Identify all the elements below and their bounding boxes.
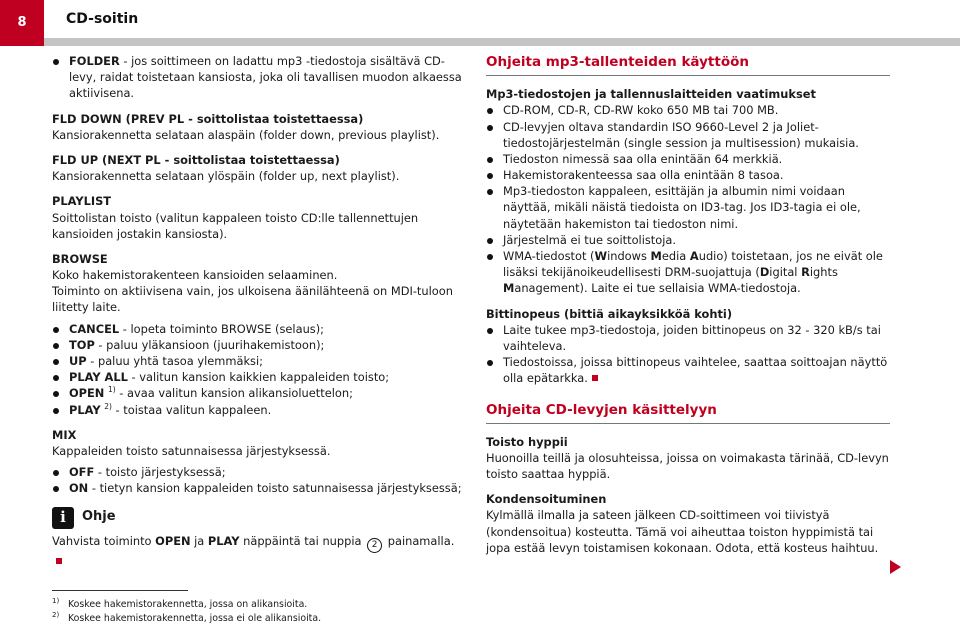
right-column [486, 53, 890, 556]
footnote-rule [52, 590, 188, 591]
section-title-cd: Ohjeita CD-levyjen käsittelyyn [486, 401, 717, 418]
knob-number-badge: 2 [367, 538, 382, 553]
left-column [52, 53, 462, 569]
mix-heading: MIX [52, 427, 77, 442]
list-item: Tiedoston nimessä saa olla enintään 64 merkkiä. [486, 151, 890, 167]
list-item-wma: WMA-tiedostot (Windows Media Audio) toistetaan, jos ne eivät ole lisäksi tekijänoikeudellisesti DRM-suojattuja (Digital Rights Management). Laite ei tue sellaisia WMA-tiedostoja. [486, 248, 890, 297]
list-item: Järjestelmä ei tue soittolistoja. [486, 232, 890, 248]
playlist-text: Soittolistan toisto (valitun kappaleen toisto CD:lle tallennettujen kansioiden jostakin kansiosta). [52, 210, 419, 241]
browse-list [52, 321, 462, 418]
skipping-text: Huonoilla teillä ja olosuhteissa, joissa on voimakasta tärinää, CD-levyn toisto saattaa hyppiä. [486, 450, 889, 482]
footnote-2: 2) Koskee hakemistorakennetta, jossa ei ole alikansioita. [52, 610, 322, 624]
note-header [52, 507, 462, 529]
list-item: OFF - toisto järjestyksessä; [52, 464, 462, 480]
list-item: UP - paluu yhtä tasoa ylemmäksi; [52, 353, 462, 369]
section-rule [486, 423, 890, 424]
fld-down-text: Kansiorakennetta selataan alaspäin (folder down, previous playlist). [52, 127, 440, 142]
playlist-heading: PLAYLIST [52, 194, 112, 209]
footnotes [52, 598, 321, 625]
next-page-arrow-icon [890, 560, 901, 574]
note-title: Ohje [82, 509, 116, 525]
list-item: TOP - paluu yläkansioon (juurihakemistoon); [52, 337, 462, 353]
mix-text: Kappaleiden toisto satunnaisessa järjestyksessä. [52, 443, 331, 458]
fld-up-text: Kansiorakennetta selataan ylöspäin (folder up, next playlist). [52, 169, 400, 184]
page-header [0, 0, 960, 46]
list-item: Mp3-tiedoston kappaleen, esittäjän ja albumin nimi voidaan näyttää, mikäli näistä tiedoista on ID3-tag. Jos ID3-tagia ei ole, näytetään hakemiston tai tiedoston nimi. [486, 183, 890, 232]
list-item: CD-levyjen oltava standardin ISO 9660-Level 2 ja Joliet-tiedostojärjestelmän (single session ja multisession) mukaisia. [486, 119, 890, 151]
list-item: Hakemistorakenteessa saa olla enintään 8 tasoa. [486, 167, 890, 183]
footnote-ref-1[interactable]: 1) [107, 385, 116, 395]
list-item: Laite tukee mp3-tiedostoja, joiden bittinopeus on 32 - 320 kB/s tai vaihteleva. [486, 322, 890, 354]
list-item: Tiedostoissa, joissa bittinopeus vaihtelee, saattaa soittoajan näyttö olla epätarkka. [486, 354, 890, 386]
info-icon: i [52, 507, 74, 529]
section-end-marker [56, 558, 62, 564]
folder-item: FOLDER - jos soittimeen on ladattu mp3 -tiedostoja sisältävä CD-levy, raidat toistetaan kansiosta, joka oli tavallisen muodon alkaessa aktiivisena. [52, 53, 462, 102]
skipping-heading: Toisto hyppii [486, 434, 568, 449]
fld-down-heading: FLD DOWN (PREV PL - soittolistaa toistettaessa) [52, 111, 364, 126]
browse-text: Koko hakemistorakenteen kansioiden selaaminen. [52, 268, 338, 283]
browse-note: Toiminto on aktiivisena vain, jos ulkoisena äänilähteenä on MDI-tuloon liitetty laite. [52, 284, 453, 315]
section-title-mp3: Ohjeita mp3-tallenteiden käyttöön [486, 54, 749, 70]
list-item: CANCEL - lopeta toiminto BROWSE (selaus); [52, 321, 462, 337]
list-item: PLAY $^{2)}$ - toistaa valitun kappaleen. [52, 402, 462, 418]
bitrate-heading: Bittinopeus (bittiä aikayksikköä kohti) [486, 306, 733, 321]
section-rule [486, 75, 890, 76]
note-text: Vahvista toiminto OPEN ja PLAY näppäintä tai nuppia 2 painamalla. [52, 533, 462, 569]
page-title: CD-soitin [66, 11, 139, 27]
fld-up-heading: FLD UP (NEXT PL - soittolistaa toistettaessa) [52, 152, 340, 167]
list-item: PLAY ALL - valitun kansion kaikkien kappaleiden toisto; [52, 369, 462, 385]
list-item: CD-ROM, CD-R, CD-RW koko 650 MB tai 700 MB. [486, 102, 890, 118]
list-item: ON - tietyn kansion kappaleiden toisto satunnaisessa järjestyksessä; [52, 480, 462, 496]
browse-heading: BROWSE [52, 251, 108, 266]
section-end-marker [592, 375, 598, 381]
page-number: 8 [0, 0, 44, 46]
list-item: OPEN $^{1)}$ - avaa valitun kansion alikansioluettelon; [52, 385, 462, 401]
mp3-requirements-heading: Mp3-tiedostojen ja tallennuslaitteiden vaatimukset [486, 87, 816, 102]
header-rule [0, 38, 960, 46]
condensation-heading: Kondensoituminen [486, 492, 607, 507]
condensation-text: Kylmällä ilmalla ja sateen jälkeen CD-soittimeen voi tiivistyä (kondensoitua) kosteutta. Tämä voi aiheuttaa toiston hyppimistä tai jopa estää levyn toistamisen kokonaan. Odota, että kosteus haihtuu. [486, 508, 879, 555]
footnote-1: 1) Koskee hakemistorakennetta, jossa on alikansioita. [52, 596, 308, 610]
footnote-ref-2[interactable]: 2) [104, 401, 112, 411]
